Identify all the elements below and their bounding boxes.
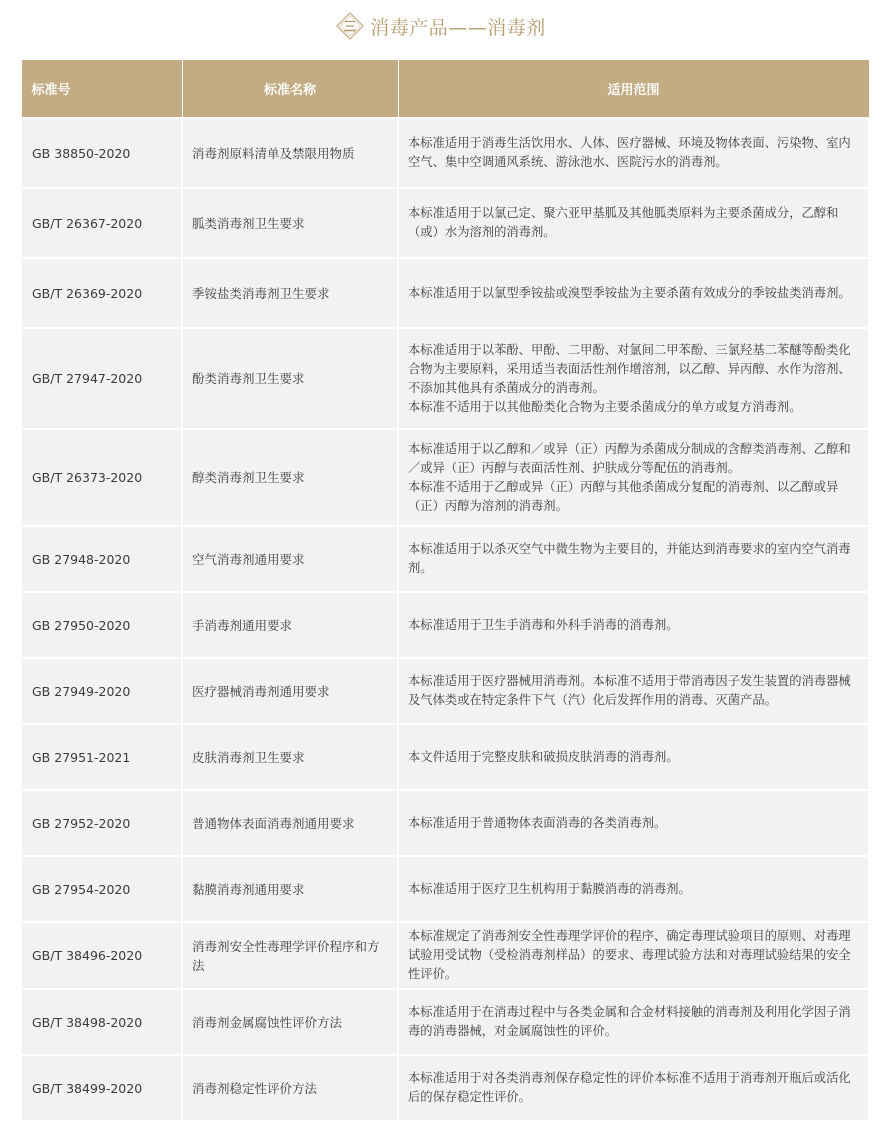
standard-scope xyxy=(398,790,869,856)
standard-scope xyxy=(398,328,869,429)
standard-scope xyxy=(398,1055,869,1121)
scope-paragraph: 本文件适用于完整皮肤和破损皮肤消毒的消毒剂。 xyxy=(408,749,679,764)
standard-name: 消毒剂安全性毒理学评价程序和方法 xyxy=(182,922,398,989)
standard-scope xyxy=(398,258,869,328)
scope-paragraph: 本标准适用于卫生手消毒和外科手消毒的消毒剂。 xyxy=(408,617,679,632)
scope-paragraph: 本标准适用于医疗卫生机构用于黏膜消毒的消毒剂。 xyxy=(408,881,691,896)
standard-code: GB/T 38499-2020 xyxy=(21,1055,182,1121)
standard-name: 医疗器械消毒剂通用要求 xyxy=(182,658,398,724)
standard-code: GB/T 38496-2020 xyxy=(21,922,182,989)
standard-code: GB 27949-2020 xyxy=(21,658,182,724)
standard-name: 季铵盐类消毒剂卫生要求 xyxy=(182,258,398,328)
standard-code: GB 27954-2020 xyxy=(21,856,182,922)
standard-scope xyxy=(398,658,869,724)
table-row xyxy=(21,790,869,856)
standard-scope xyxy=(398,856,869,922)
standard-scope xyxy=(398,526,869,592)
table-header-row xyxy=(21,60,869,119)
standard-name: 酚类消毒剂卫生要求 xyxy=(182,328,398,429)
standard-code: GB 27948-2020 xyxy=(21,526,182,592)
standard-scope xyxy=(398,429,869,526)
scope-paragraph: 本标准不适用于以其他酚类化合物为主要杀菌成分的单方或复方消毒剂。 xyxy=(408,399,802,414)
standard-scope xyxy=(398,724,869,790)
table-row xyxy=(21,429,869,526)
standard-name: 消毒剂原料清单及禁限用物质 xyxy=(182,118,398,188)
column-header-scope: 适用范围 xyxy=(398,60,869,119)
scope-paragraph: 本标准适用于医疗器械用消毒剂。本标准不适用于带消毒因子发生装置的消毒器械及气体类或在特定条件下气（汽）化后发挥作用的消毒、灭菌产品。 xyxy=(408,674,851,707)
page-title: 消毒产品——消毒剂 xyxy=(370,16,546,39)
table-row xyxy=(21,188,869,258)
standard-name: 普通物体表面消毒剂通用要求 xyxy=(182,790,398,856)
scope-paragraph: 本标准适用于以杀灭空气中微生物为主要目的，并能达到消毒要求的室内空气消毒剂。 xyxy=(408,542,851,575)
column-header-code: 标准号 xyxy=(21,60,182,119)
table-row xyxy=(21,658,869,724)
standard-name: 黏膜消毒剂通用要求 xyxy=(182,856,398,922)
table-row xyxy=(21,526,869,592)
scope-paragraph: 本标准规定了消毒剂安全性毒理学评价的程序、确定毒理试验项目的原则、对毒理试验用受试物（受检消毒剂样品）的要求、毒理试验方法和对毒理试验结果的安全性评价。 xyxy=(408,929,851,981)
scope-paragraph: 本标准不适用于乙醇或异（正）丙醇与其他杀菌成分复配的消毒剂、以乙醇或异（正）丙醇为溶剂的消毒剂。 xyxy=(408,479,839,513)
table-row xyxy=(21,258,869,328)
title-bar xyxy=(0,0,882,52)
standard-name: 空气消毒剂通用要求 xyxy=(182,526,398,592)
table-row xyxy=(21,118,869,188)
table-body xyxy=(21,118,869,1121)
scope-paragraph: 本标准适用于以苯酚、甲酚、二甲酚、对氯间二甲苯酚、三氯羟基二苯醚等酚类化合物为主要原料，采用适当表面活性剂作增溶剂，以乙醇、异丙醇、水作为溶剂、不添加其他具有杀菌成分的消毒剂。 xyxy=(408,342,851,395)
standard-name: 皮肤消毒剂卫生要求 xyxy=(182,724,398,790)
standard-code: GB 27951-2021 xyxy=(21,724,182,790)
scope-paragraph: 本标准适用于以氯己定、聚六亚甲基胍及其他胍类原料为主要杀菌成分，乙醇和（或）水为溶剂的消毒剂。 xyxy=(408,206,839,239)
table-row xyxy=(21,1055,869,1121)
scope-paragraph: 本标准适用于普通物体表面消毒的各类消毒剂。 xyxy=(408,815,667,830)
roman-numeral-three-diamond-icon xyxy=(336,12,364,40)
standard-scope xyxy=(398,592,869,658)
standard-name: 消毒剂金属腐蚀性评价方法 xyxy=(182,989,398,1055)
column-header-name: 标准名称 xyxy=(182,60,398,119)
standard-name: 胍类消毒剂卫生要求 xyxy=(182,188,398,258)
table-row xyxy=(21,592,869,658)
table-row xyxy=(21,724,869,790)
table-row xyxy=(21,989,869,1055)
standard-code: GB 27950-2020 xyxy=(21,592,182,658)
scope-paragraph: 本标准适用于对各类消毒剂保存稳定性的评价本标准不适用于消毒剂开瓶后或活化后的保存稳定性评价。 xyxy=(408,1071,851,1104)
scope-paragraph: 本标准适用于消毒生活饮用水、人体、医疗器械、环境及物体表面、污染物、室内空气、集中空调通风系统、游泳池水、医院污水的消毒剂。 xyxy=(408,136,851,169)
table-row xyxy=(21,922,869,989)
scope-paragraph: 本标准适用于在消毒过程中与各类金属和合金材料接触的消毒剂及利用化学因子消毒的消毒器械，对金属腐蚀性的评价。 xyxy=(408,1005,851,1038)
standard-name: 手消毒剂通用要求 xyxy=(182,592,398,658)
standard-scope xyxy=(398,922,869,989)
standard-scope xyxy=(398,188,869,258)
standard-scope xyxy=(398,989,869,1055)
title-group xyxy=(336,12,546,40)
standard-name: 消毒剂稳定性评价方法 xyxy=(182,1055,398,1121)
standard-name: 醇类消毒剂卫生要求 xyxy=(182,429,398,526)
table-row xyxy=(21,856,869,922)
table-row xyxy=(21,328,869,429)
scope-paragraph: 本标准适用于以氯型季铵盐或溴型季铵盐为主要杀菌有效成分的季铵盐类消毒剂。 xyxy=(408,285,851,300)
standard-code: GB 27952-2020 xyxy=(21,790,182,856)
standards-table xyxy=(20,59,870,1122)
standard-code: GB/T 38498-2020 xyxy=(21,989,182,1055)
standard-scope xyxy=(398,118,869,188)
scope-paragraph: 本标准适用于以乙醇和／或异（正）丙醇为杀菌成分制成的含醇类消毒剂、乙醇和／或异（正）丙醇与表面活性剂、护肤成分等配伍的消毒剂。 xyxy=(408,441,851,475)
standard-code: GB 38850-2020 xyxy=(21,118,182,188)
standard-code: GB/T 26367-2020 xyxy=(21,188,182,258)
standard-code: GB/T 26369-2020 xyxy=(21,258,182,328)
standard-code: GB/T 27947-2020 xyxy=(21,328,182,429)
standard-code: GB/T 26373-2020 xyxy=(21,429,182,526)
